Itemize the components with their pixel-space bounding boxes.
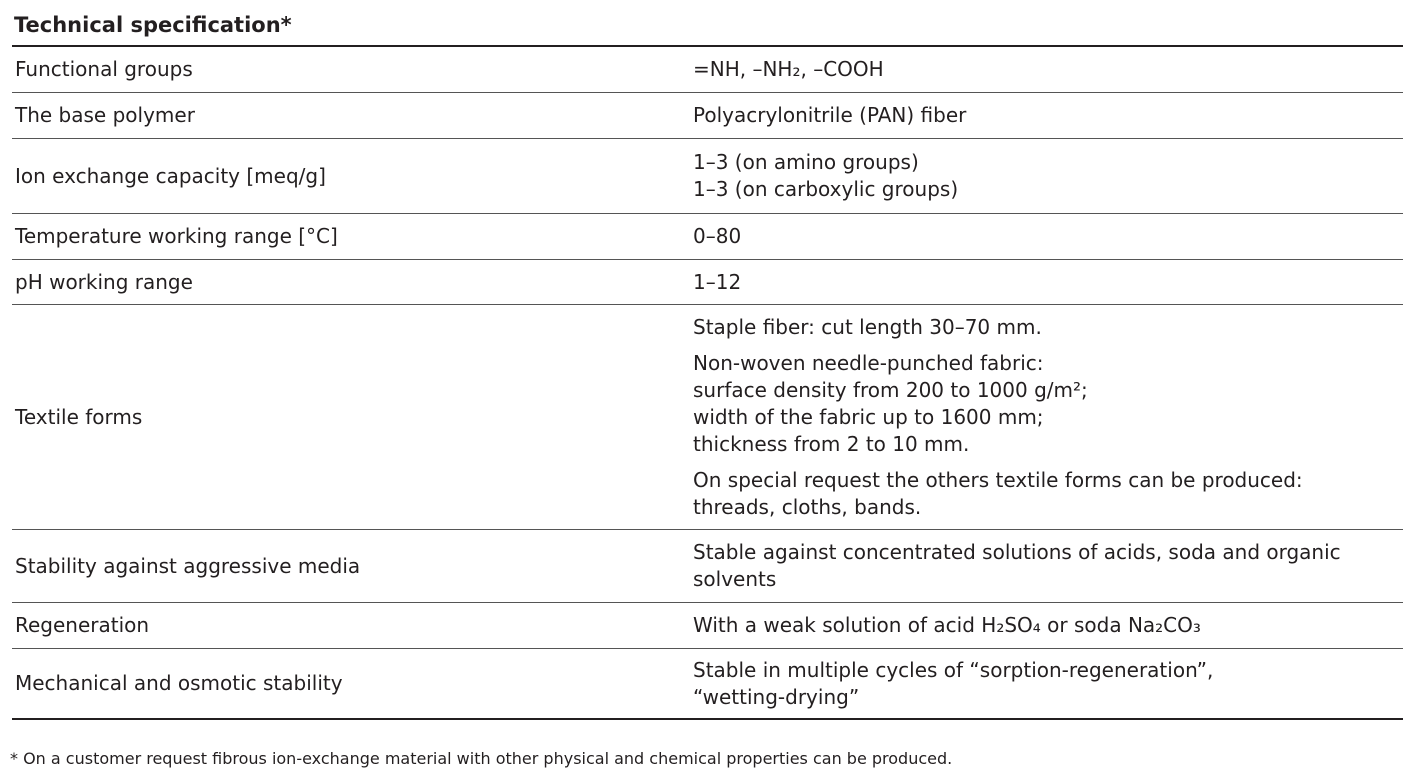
value-paragraph [693,350,1403,458]
row-label: Regeneration [15,613,150,637]
row-value [690,603,1403,648]
row-label: Mechanical and osmotic stability [15,671,343,695]
row-value [690,530,1403,602]
value-line: Non-woven needle-punched fabric: [693,350,1044,375]
value-line: 1–3 (on carboxylic groups) [693,177,959,201]
row-label: Textile forms [15,404,143,429]
page-title: Technical specification* [14,13,292,37]
value-line: thickness from 2 to 10 mm. [693,431,970,456]
value-line: Staple fiber: cut length 30–70 mm. [693,314,1042,339]
row-value [690,305,1403,529]
table-row [12,138,1403,213]
value-paragraph [693,467,1403,521]
value-line: Stable in multiple cycles of “sorption-regeneration”, [693,657,1214,682]
row-value [690,93,1403,138]
row-label: The base polymer [15,103,195,127]
row-value [690,260,1403,304]
value-line: threads, cloths, bands. [693,494,922,519]
value-line: Stable against concentrated solutions of acids, soda and organic [693,540,1341,564]
table-row [12,602,1403,648]
table-row [12,648,1403,718]
row-label: pH working range [15,269,193,294]
value-line: On special request the others textile forms can be produced: [693,467,1303,492]
table-row [12,47,1403,92]
row-value [690,214,1403,259]
row-value [690,139,1403,213]
table-row [12,213,1403,259]
value-line: 1–3 (on amino groups) [693,150,919,174]
value-line: 1–12 [693,269,742,294]
row-label: Functional groups [15,57,193,81]
table-row [12,304,1403,529]
value-line: Polyacrylonitrile (PAN) fiber [693,103,967,127]
spec-table [12,45,1403,720]
table-row [12,259,1403,304]
value-line: With a weak solution of acid H₂SO₄ or soda Na₂CO₃ [693,613,1201,637]
row-label: Stability against aggressive media [15,553,361,578]
row-label: Ion exchange capacity [meq/g] [15,163,326,188]
value-line: =NH, –NH₂, –COOH [693,57,884,81]
footnote: * On a customer request fibrous ion-exchange material with other physical and chemical properties can be produced. [10,749,953,768]
table-row [12,529,1403,602]
table-row [12,92,1403,138]
value-line: 0–80 [693,224,742,248]
row-value [690,649,1403,718]
value-line: width of the fabric up to 1600 mm; [693,404,1044,429]
value-line: “wetting-drying” [693,684,860,709]
value-line: surface density from 200 to 1000 g/m²; [693,377,1088,402]
value-paragraph [693,314,1403,341]
row-label: Temperature working range [°C] [15,224,338,248]
row-value [690,47,1403,92]
value-line: solvents [693,567,777,591]
